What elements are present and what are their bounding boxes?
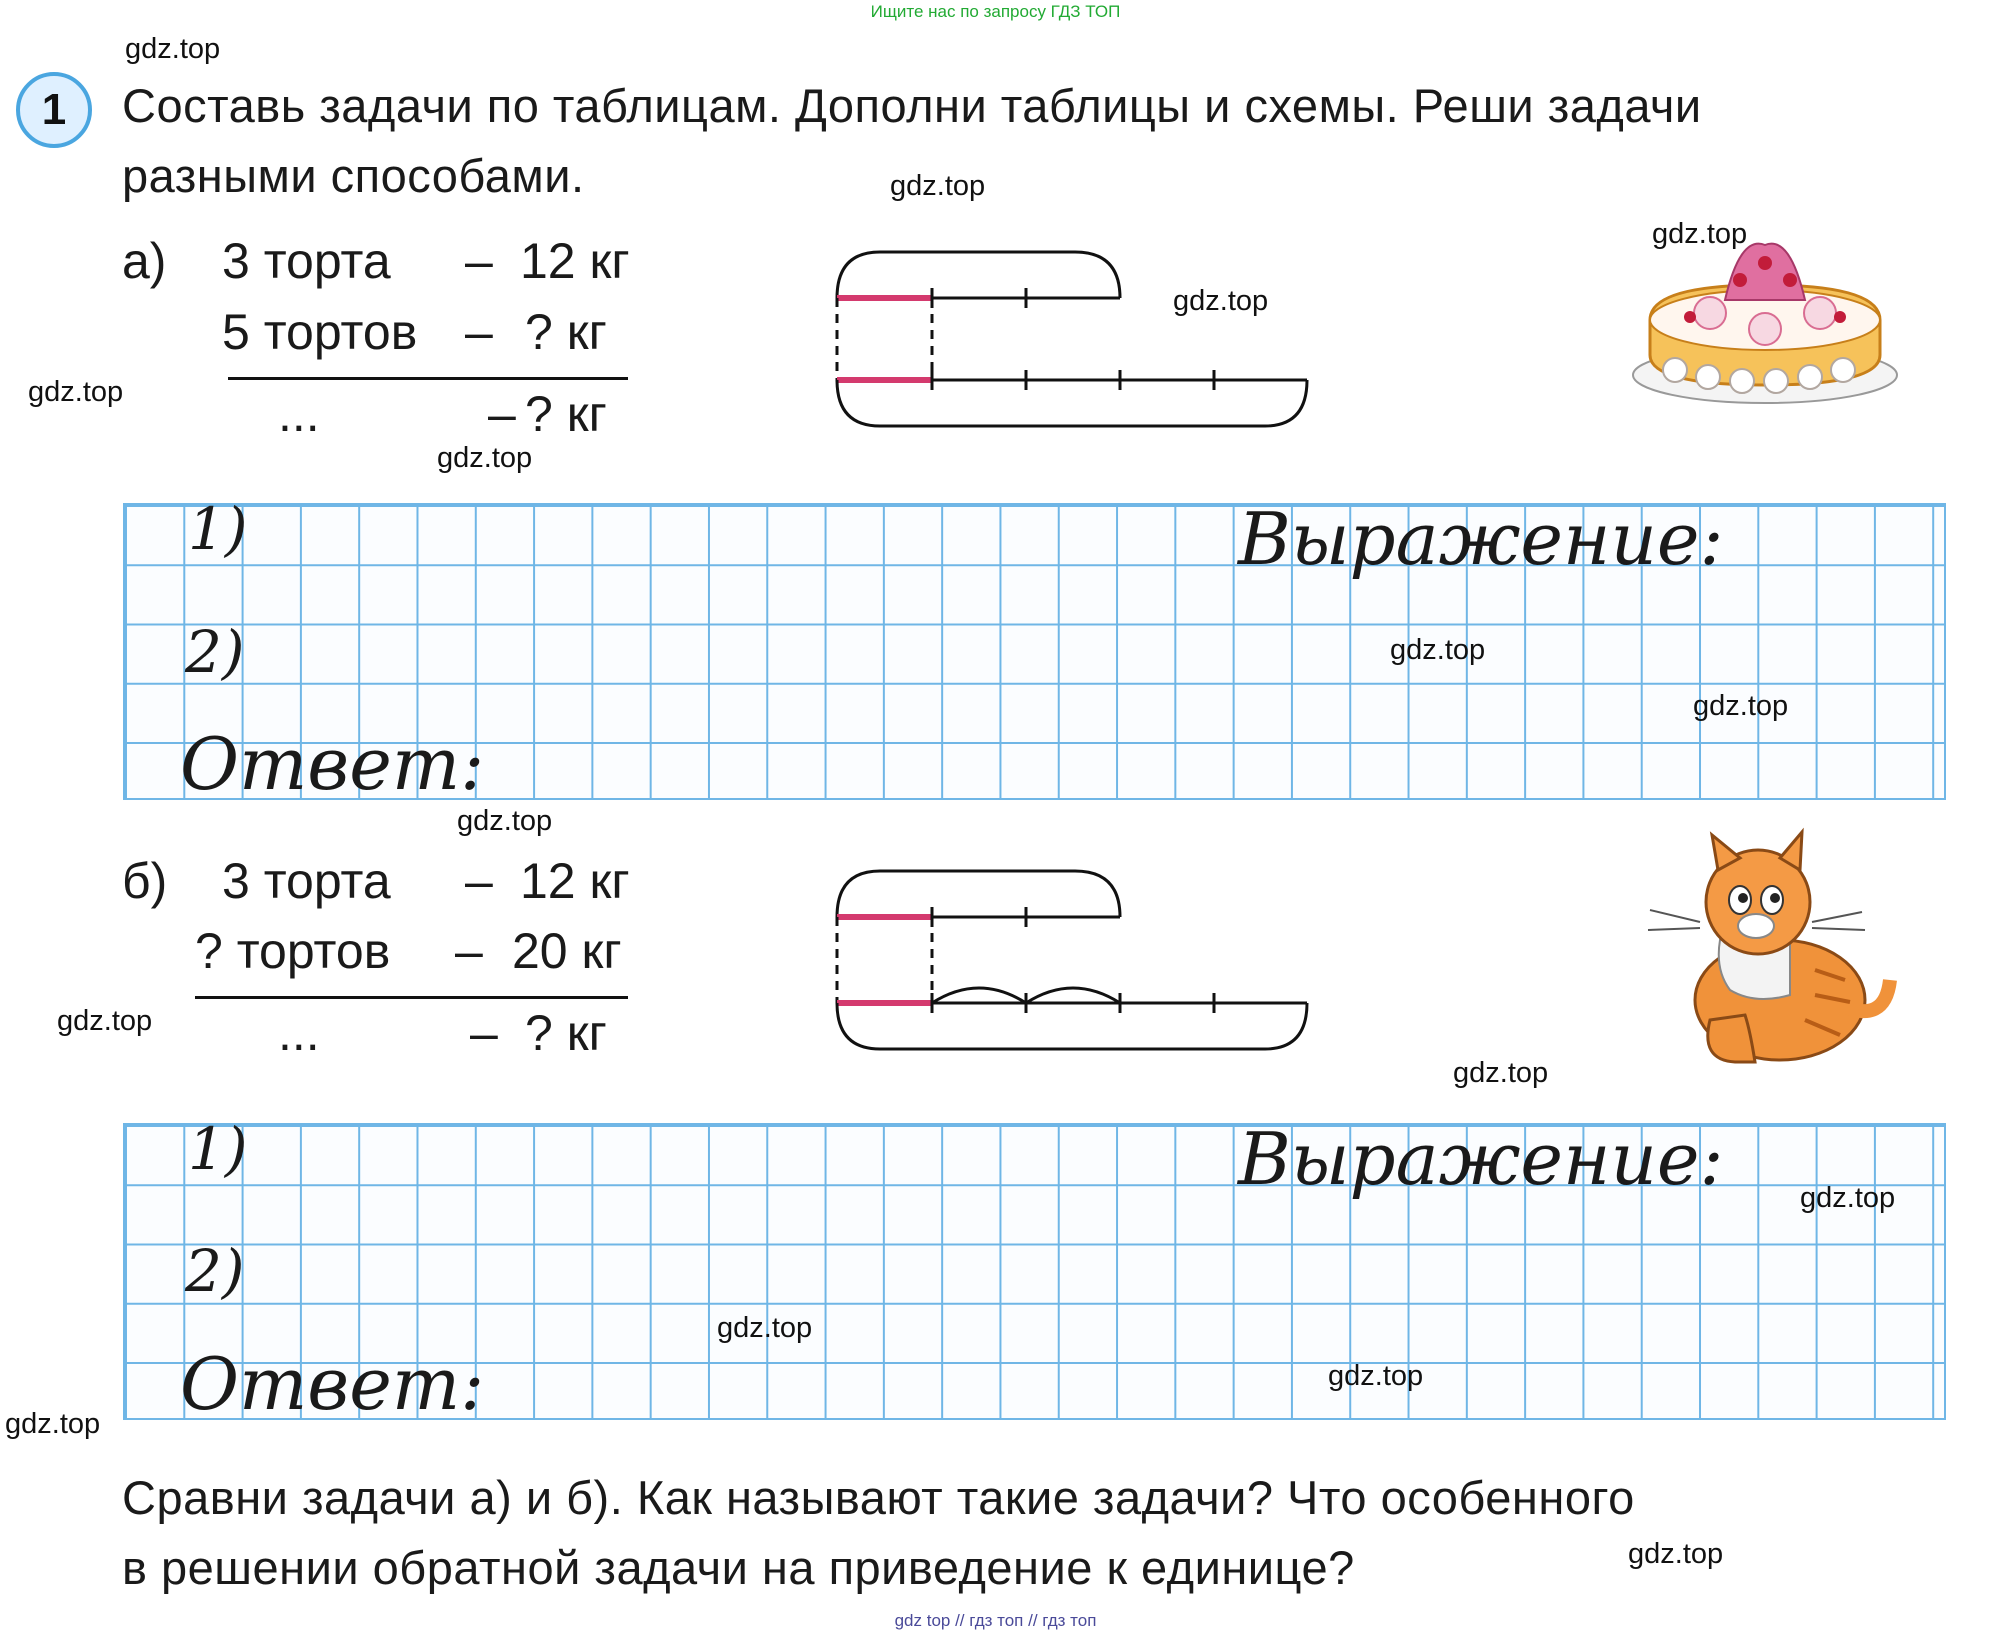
part-a-row3-dash: –	[488, 386, 516, 442]
part-a-fraction-line	[228, 377, 628, 380]
watermark: gdz.top	[1173, 285, 1269, 317]
part-a-step1: 1)	[188, 495, 248, 563]
part-a-row2-left: 5 тортов	[222, 304, 418, 360]
part-a-top-brace	[837, 252, 1120, 298]
watermark: gdz.top	[28, 376, 124, 408]
part-b-row2-dash: –	[455, 923, 483, 979]
part-b-answer-label: Ответ:	[180, 1342, 485, 1426]
part-b-top-brace	[837, 871, 1120, 917]
part-a-step2: 2)	[185, 618, 245, 686]
part-a-answer-label: Ответ:	[180, 722, 485, 806]
watermark: gdz.top	[890, 170, 986, 202]
part-a-row1-dash: –	[465, 233, 493, 289]
part-b-row1-right: 12 кг	[520, 853, 630, 909]
footer-links[interactable]: gdz top // гдз топ // гдз топ	[894, 1611, 1097, 1630]
part-a-label: а)	[122, 233, 167, 289]
part-b-label: б)	[122, 853, 168, 909]
cat-illustration	[1640, 830, 1920, 1070]
part-b-row1-left: 3 торта	[222, 853, 391, 909]
instruction-line-1: Составь задачи по таблицам. Дополни таблицы и схемы. Реши задачи	[122, 79, 1702, 132]
part-a-row1-left: 3 торта	[222, 233, 391, 289]
part-a-expression-label: Выражение:	[1238, 497, 1724, 581]
watermark: gdz.top	[437, 442, 533, 474]
watermark: gdz.top	[1390, 634, 1486, 666]
part-a-bottom-brace	[837, 380, 1307, 426]
conclusion-line-2: в решении обратной задачи на приведение к единице?	[122, 1541, 1355, 1594]
part-b-scheme	[820, 855, 1320, 1095]
part-b-row3-right: ? кг	[525, 1005, 607, 1061]
part-a-row2-dash: –	[465, 304, 493, 360]
watermark: gdz.top	[457, 805, 553, 837]
part-b-expression-label: Выражение:	[1238, 1117, 1724, 1201]
part-a-scheme	[820, 240, 1320, 440]
part-b-row2-left: ? тортов	[195, 923, 391, 979]
watermark: gdz.top	[1328, 1360, 1424, 1392]
watermark: gdz.top	[717, 1312, 813, 1344]
part-b-fraction-line	[195, 996, 628, 999]
watermark: gdz.top	[1652, 218, 1748, 250]
part-b-arc-1	[932, 988, 1026, 1003]
cake-illustration	[1630, 225, 1900, 410]
part-b-row2-right: 20 кг	[512, 923, 622, 979]
part-b-row3-left: ...	[278, 1005, 320, 1061]
instruction-line-2: разными способами.	[122, 149, 585, 202]
part-b-row1-dash: –	[465, 853, 493, 909]
watermark: gdz.top	[57, 1005, 153, 1037]
conclusion-line-1: Сравни задачи а) и б). Как называют такие задачи? Что особенного	[122, 1471, 1635, 1524]
watermark: gdz.top	[5, 1408, 101, 1440]
part-a-row1-right: 12 кг	[520, 233, 630, 289]
watermark: gdz.top	[1453, 1057, 1549, 1089]
part-b-arc-2	[1026, 988, 1120, 1003]
part-a-row2-right: ? кг	[525, 304, 607, 360]
part-b-row3-dash: –	[470, 1005, 498, 1061]
watermark: gdz.top	[1800, 1182, 1896, 1214]
watermark: gdz.top	[1628, 1538, 1724, 1570]
watermark: gdz.top	[125, 33, 221, 65]
part-a-row3-right: ? кг	[525, 386, 607, 442]
part-a-row3-left: ...	[278, 386, 320, 442]
watermark: gdz.top	[1693, 690, 1789, 722]
top-banner[interactable]: Ищите нас по запросу ГДЗ ТОП	[870, 2, 1121, 21]
part-b-bottom-brace	[837, 1003, 1307, 1049]
part-b-step2: 2)	[185, 1237, 245, 1305]
part-b-step1: 1)	[188, 1115, 248, 1183]
task-number-badge: 1	[16, 72, 92, 148]
